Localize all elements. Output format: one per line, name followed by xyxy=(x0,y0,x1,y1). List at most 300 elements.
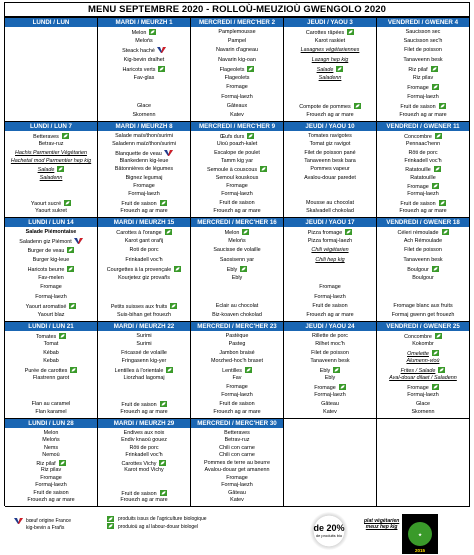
menu-item-text: Betrav-ruz xyxy=(38,141,64,148)
day-menu xyxy=(377,27,469,121)
menu-item-text: Karot gant orañj xyxy=(124,238,164,245)
menu-item xyxy=(98,141,190,148)
menu-item-text: Aval-douar dilaet / Saladenn xyxy=(389,375,457,382)
menu-item xyxy=(377,266,469,273)
menu-item-text: Frouezh ag ar mare xyxy=(120,207,168,214)
menu-item-text: Glace xyxy=(415,400,431,407)
day-cell xyxy=(377,322,470,419)
bio-leaf-icon xyxy=(339,384,346,390)
menu-item xyxy=(377,66,469,73)
menu-item xyxy=(98,490,190,497)
menu-item-text: Petits suisses aux fruits xyxy=(110,303,168,310)
bio-leaf-icon xyxy=(174,266,181,272)
menu-item xyxy=(284,392,376,399)
menu-item xyxy=(377,200,469,207)
menu-item xyxy=(377,284,469,291)
day-menu xyxy=(377,131,469,217)
menu-item xyxy=(5,275,97,282)
day-cell xyxy=(5,419,98,507)
menu-item-text: Fromage xyxy=(314,384,336,391)
menu-item xyxy=(191,38,283,45)
menu-item-text: Tomat xyxy=(43,341,59,348)
day-menu xyxy=(5,131,97,217)
menu-item-text: Fruit de saison xyxy=(219,400,255,407)
menu-item-text: Lentilles xyxy=(222,367,242,374)
menu-item xyxy=(5,437,97,444)
menu-item xyxy=(191,200,283,207)
bio-leaf-icon xyxy=(67,247,74,253)
day-header: MARDI / MEURZH 22 xyxy=(98,322,190,331)
menu-item-text: Tanaveenn besk xyxy=(403,256,443,263)
menu-item-text: Ebly xyxy=(226,266,238,273)
menu-item xyxy=(5,375,97,382)
menu-item-text: Melon xyxy=(43,430,59,436)
menu-item xyxy=(284,175,376,182)
menu-item-text: Burger kig-leue xyxy=(32,256,70,263)
menu-item xyxy=(5,401,97,408)
menu-item xyxy=(5,166,97,173)
menu-item-text: Flan karamel xyxy=(35,408,67,415)
menu-item-text: Ratatouille xyxy=(410,174,436,181)
menu-item xyxy=(377,312,469,319)
menu-item-text: Frinkadell voc'h xyxy=(125,452,163,459)
menu-item xyxy=(98,84,190,91)
menu-item xyxy=(377,75,469,82)
menu-item-text: Concombre xyxy=(404,334,432,340)
menu-item-text: Fruit de saison xyxy=(33,489,69,496)
menu-item xyxy=(98,367,190,374)
menu-item xyxy=(191,333,283,340)
menu-item xyxy=(191,497,283,504)
menu-item-text: Salade xyxy=(316,66,334,73)
menu-item-text: Omelette xyxy=(407,350,429,357)
menu-item xyxy=(5,409,97,416)
day-header: LUNDI / LUN 21 xyxy=(5,322,97,331)
menu-item-text: Gâteau xyxy=(321,400,339,407)
menu-item xyxy=(98,333,190,340)
menu-item xyxy=(98,229,190,236)
day-menu xyxy=(98,227,190,321)
menu-item xyxy=(284,166,376,173)
menu-item-text: Tanaveenn besk bara xyxy=(304,157,356,164)
menu-item-text: Carottes Vichy xyxy=(121,460,157,467)
bio-leaf-icon xyxy=(57,166,64,172)
menu-item-text: Œufs durs xyxy=(219,134,245,140)
menu-item-text: Semoul kouskous xyxy=(215,174,259,181)
menu-item-text: Formaj-laezh xyxy=(221,191,253,198)
bio-leaf-icon xyxy=(345,229,352,235)
menu-item-text: Pampel xyxy=(227,38,247,45)
day-header: LUNDI / LUN 7 xyxy=(5,122,97,131)
menu-item-text: Fromage blanc aux fruits xyxy=(393,302,453,309)
bio-leaf-icon xyxy=(431,66,438,72)
menu-item-text: Gâteau xyxy=(228,489,246,496)
menu-item-text: Flan au caramel xyxy=(31,400,71,407)
menu-item xyxy=(377,208,469,215)
menu-item xyxy=(98,94,190,101)
menu-title: MENU SEPTEMBRE 2020 - ROLLOÙ-MEUZIOÙ GWENGOLO 2020 xyxy=(4,2,470,17)
menu-item xyxy=(5,183,97,190)
menu-item xyxy=(5,367,97,374)
menu-item xyxy=(191,257,283,264)
menu-item xyxy=(98,175,190,182)
menu-item-text: Saladenn giz Piémont xyxy=(19,239,72,246)
day-cell xyxy=(98,122,191,218)
menu-item xyxy=(377,133,469,140)
day-cell xyxy=(98,419,191,507)
menu-item xyxy=(191,150,283,157)
menu-item xyxy=(5,467,97,474)
menu-item-text: Fruit de saison xyxy=(121,401,157,408)
bio-leaf-icon xyxy=(160,401,167,407)
day-menu xyxy=(5,331,97,418)
menu-item-text: Rilhet moc'h xyxy=(315,341,345,348)
menu-item-text: Fromage xyxy=(226,84,248,91)
menu-item-text: Tomates ravigotes xyxy=(308,133,352,139)
menu-item xyxy=(284,229,376,236)
day-menu xyxy=(377,227,469,321)
seal-label: de produits bio xyxy=(315,533,343,538)
menu-item xyxy=(5,229,97,236)
menu-item xyxy=(284,247,376,254)
menu-item xyxy=(191,166,283,173)
day-header: JEUDI / YAOU 10 xyxy=(284,122,376,131)
menu-item-text: Courgettes à la provençale xyxy=(106,266,172,273)
day-cell xyxy=(284,218,377,322)
menu-item-text: Endives aux noix xyxy=(123,430,165,436)
bio-leaf-icon xyxy=(69,303,76,309)
menu-item-text: Eclair au chocolat xyxy=(215,302,259,309)
menu-item xyxy=(5,497,97,504)
day-cell xyxy=(284,122,377,218)
menu-item xyxy=(5,475,97,482)
menu-item-text: Ebly xyxy=(231,275,243,282)
menu-item-text: Katev xyxy=(230,111,244,118)
menu-item xyxy=(191,57,283,64)
menu-item xyxy=(284,208,376,215)
bio-leaf-icon xyxy=(432,183,439,189)
menu-item xyxy=(191,75,283,82)
menu-item-text: Fav-glas xyxy=(133,75,155,82)
menu-item-text: Saladenn xyxy=(39,174,63,181)
bio-leaf-icon xyxy=(439,200,446,206)
menu-item xyxy=(98,75,190,82)
menu-item-text: Flageolets xyxy=(224,75,250,82)
menu-item-text: Fav-melen xyxy=(38,275,64,282)
menu-item xyxy=(191,141,283,148)
bio-leaf-icon xyxy=(160,490,167,496)
menu-item-text: Céleri rémoulade xyxy=(397,230,439,236)
legend-vegetarian xyxy=(364,518,399,530)
day-menu xyxy=(5,227,97,321)
menu-item xyxy=(284,57,376,64)
day-menu xyxy=(284,419,376,506)
menu-item xyxy=(191,375,283,382)
menu-item xyxy=(284,401,376,408)
bio-leaf-icon xyxy=(435,333,442,339)
menu-item-text: Yaourt blaz xyxy=(37,311,65,318)
bio-leaf-icon xyxy=(159,460,166,466)
vf-label-icon xyxy=(164,150,173,156)
menu-item xyxy=(5,247,97,254)
menu-item-text: Fromage xyxy=(133,182,155,189)
day-cell xyxy=(377,122,470,218)
menu-item-text: Frouezh ag ar mare xyxy=(306,311,354,318)
menu-item-text: Hachetaï mod Parmentier hep kig xyxy=(10,157,92,164)
menu-item-text: Navarin d'agneau xyxy=(215,47,259,54)
menu-item xyxy=(377,401,469,408)
menu-item-text: Salade maïs/thon/surimi xyxy=(115,133,173,139)
day-cell xyxy=(191,122,284,218)
menu-item-text: Fruit de saison xyxy=(219,199,255,206)
menu-item-text: Morzhed-hoc'h braset xyxy=(211,358,263,365)
menu-item xyxy=(191,303,283,310)
menu-item-text: Formaj-laezh xyxy=(407,191,439,198)
menu-item xyxy=(191,183,283,190)
menu-item-text: Betrav-ruz xyxy=(224,437,250,444)
menu-item-text: Kourjetez giz provañs xyxy=(118,275,170,282)
day-header: MERCREDI / MERC'HER 9 xyxy=(191,122,283,131)
menu-item xyxy=(98,312,190,319)
menu-item xyxy=(191,275,283,282)
menu-item xyxy=(377,191,469,198)
vf-label-icon xyxy=(14,518,23,524)
legend-vf-line2: kig-bevin a Frañs xyxy=(26,524,65,531)
menu-item xyxy=(191,341,283,348)
vf-label-icon xyxy=(74,238,83,244)
menu-item xyxy=(98,57,190,64)
menu-item xyxy=(284,375,376,382)
menu-item-text: Flageolets xyxy=(219,66,245,73)
day-cell xyxy=(98,322,191,419)
menu-item xyxy=(98,133,190,140)
menu-item-text: Pizza fromage xyxy=(307,230,343,236)
menu-item-text: Fav xyxy=(232,375,242,382)
menu-item-text: Yaourt aromatisé xyxy=(25,303,67,310)
menu-item-text: Pommes vapeur xyxy=(310,166,350,173)
menu-item xyxy=(98,247,190,254)
stamp-year: 2015 xyxy=(414,548,425,553)
menu-item xyxy=(284,333,376,340)
menu-item xyxy=(191,103,283,110)
menu-item xyxy=(191,294,283,301)
menu-item xyxy=(98,445,190,452)
legend-veg-line1: plat végétarien xyxy=(364,518,400,524)
day-cell xyxy=(191,322,284,419)
bio-leaf-icon xyxy=(149,29,156,35)
day-header: MARDI / MEURZH 1 xyxy=(98,18,190,27)
menu-item xyxy=(191,312,283,319)
legend-bio-line2: produioù ag al labour-douar biologel xyxy=(118,523,199,530)
menu-item xyxy=(5,238,97,245)
menu-item xyxy=(284,275,376,282)
menu-item-text: Betteraves xyxy=(33,134,59,140)
menu-item xyxy=(98,29,190,36)
menu-item-text: Gâteaux xyxy=(226,102,248,109)
menu-item xyxy=(191,158,283,165)
menu-item xyxy=(5,384,97,391)
menu-item xyxy=(5,460,97,467)
menu-item xyxy=(98,150,190,157)
menu-item-text: Skalvadell chokolad xyxy=(306,207,354,214)
menu-item xyxy=(98,467,190,474)
menu-item-text: Pastèque xyxy=(225,333,249,339)
menu-item xyxy=(191,112,283,119)
day-header: MERCREDI / MERC'HER 16 xyxy=(191,218,283,227)
menu-item-text: Frouezh ag ar mare xyxy=(120,496,168,503)
menu-item-text: Fruit de saison xyxy=(121,200,157,207)
menu-item xyxy=(5,150,97,157)
menu-item-text: Suis-bihan get frouezh xyxy=(117,311,171,318)
day-header: MERCREDI / MERC'HER 30 xyxy=(191,419,283,428)
menu-item xyxy=(5,341,97,348)
menu-item-text: Chili con carne xyxy=(219,452,255,459)
menu-item-text: Concombre xyxy=(404,134,432,140)
menu-item-text: Avalou-douar get amanenn xyxy=(204,467,270,474)
menu-item-text: Rillette de porc xyxy=(312,333,348,339)
menu-item xyxy=(284,133,376,140)
menu-item xyxy=(5,333,97,340)
menu-item-text: Hachis Parmentier Végétarien xyxy=(15,149,87,156)
menu-item-text: Formaj-laezh xyxy=(35,482,67,489)
menu-item xyxy=(377,303,469,310)
legend-bio xyxy=(104,516,207,530)
bio-leaf-icon xyxy=(70,367,77,373)
menu-item-text: Filet de poisson xyxy=(311,349,349,356)
menu-item-text: Frouezh ag ar mare xyxy=(27,496,75,503)
menu-item xyxy=(284,358,376,365)
menu-item-text: Pennaac'henn xyxy=(405,141,441,148)
bio-leaf-icon xyxy=(160,200,167,206)
menu-item xyxy=(191,284,283,291)
menu-item xyxy=(5,303,97,310)
menu-item-text: Flastrenn garot xyxy=(32,375,70,382)
menu-item xyxy=(5,482,97,489)
menu-item xyxy=(284,312,376,319)
menu-item xyxy=(284,38,376,45)
menu-item xyxy=(284,150,376,157)
menu-item-text: Boulgour xyxy=(412,275,434,282)
seal-percentage: de 20% xyxy=(313,523,345,533)
menu-item-text: Semoule à couscous xyxy=(206,167,258,174)
menu-item xyxy=(377,150,469,157)
bio-leaf-icon xyxy=(170,303,177,309)
day-cell xyxy=(98,218,191,322)
menu-item-text: Mousse au chocolat xyxy=(306,199,354,206)
menu-item xyxy=(5,350,97,357)
day-menu xyxy=(284,131,376,217)
day-cell xyxy=(5,218,98,322)
day-header: MERCREDI / MERC'HER 2 xyxy=(191,18,283,27)
menu-item xyxy=(191,350,283,357)
menu-item-text: Formaj gwenn get frouezh xyxy=(391,311,455,318)
menu-item xyxy=(191,437,283,444)
bio-leaf-icon xyxy=(107,516,114,522)
menu-item xyxy=(98,294,190,301)
menu-item xyxy=(284,94,376,101)
menu-item-text: Formaj-laezh xyxy=(221,392,253,399)
menu-item xyxy=(284,350,376,357)
menu-item xyxy=(98,275,190,282)
menu-item-text: Steack haché xyxy=(122,48,155,55)
menu-item xyxy=(191,467,283,474)
menu-item xyxy=(98,437,190,444)
menu-item-text: Skornenn xyxy=(411,408,435,415)
menu-item xyxy=(98,238,190,245)
menu-item xyxy=(191,475,283,482)
day-cell xyxy=(377,18,470,122)
bio-leaf-icon xyxy=(59,460,66,466)
menu-item xyxy=(284,112,376,119)
menu-item xyxy=(98,358,190,365)
menu-item xyxy=(98,103,190,110)
menu-item-text: Fruit de saison xyxy=(312,302,348,309)
bio-leaf-icon xyxy=(158,66,165,72)
menu-item-text: Formaj-laezh xyxy=(35,293,67,300)
menu-item-text: Frouezh ag ar mare xyxy=(399,207,447,214)
menu-item-text: Bignez legumaj xyxy=(125,174,163,181)
menu-item xyxy=(377,409,469,416)
menu-item-text: Roti de porc xyxy=(129,247,159,254)
legend-vf-line1: bœuf origine France xyxy=(26,518,72,524)
day-menu xyxy=(377,419,469,506)
day-menu xyxy=(284,227,376,321)
day-cell xyxy=(191,218,284,322)
menu-item-text: Saucisson sec'h xyxy=(403,38,443,45)
menu-item-text: Frouezh ag ar mare xyxy=(306,111,354,118)
menu-item xyxy=(191,208,283,215)
menu-item xyxy=(5,490,97,497)
bio-leaf-icon xyxy=(62,133,69,139)
day-cell xyxy=(191,419,284,507)
bio-leaf-icon xyxy=(247,66,254,72)
menu-item-text: Fruit de saison xyxy=(121,490,157,497)
day-menu xyxy=(191,131,283,217)
menu-item xyxy=(5,158,97,165)
menu-item xyxy=(377,238,469,245)
menu-item xyxy=(377,38,469,45)
menu-item xyxy=(5,445,97,452)
bio-leaf-icon xyxy=(435,133,442,139)
menu-item-text: Formaj-laezh xyxy=(221,482,253,489)
menu-item xyxy=(377,375,469,382)
menu-item-text: Frouezh ag ar mare xyxy=(213,207,261,214)
day-header: LUNDI / LUN 28 xyxy=(5,419,97,428)
menu-item xyxy=(191,460,283,467)
menu-item xyxy=(98,158,190,165)
menu-item-text: Burger de veau xyxy=(27,248,65,255)
menu-item xyxy=(377,229,469,236)
menu-item-text: Tanaveenn besk xyxy=(403,56,443,63)
day-menu xyxy=(284,27,376,121)
menu-item xyxy=(98,384,190,391)
menu-item-text: Kebab xyxy=(43,358,59,365)
menu-item-text: Endiv knaoù gouez xyxy=(121,437,167,444)
menu-item-text: Bâtonnières de légumes xyxy=(114,166,174,173)
bio-leaf-icon xyxy=(59,333,66,339)
menu-item xyxy=(191,247,283,254)
menu-item-text: Surimi xyxy=(136,341,152,348)
menu-item xyxy=(284,294,376,301)
menu-item-text: Melon xyxy=(224,230,240,236)
menu-item-text: Carottes râpées xyxy=(305,30,345,36)
eco-label-logo: ★ xyxy=(408,522,432,546)
bio-leaf-icon xyxy=(432,84,439,90)
menu-item-text: Formaj-laezh xyxy=(314,293,346,300)
bio-percentage-seal xyxy=(309,512,349,550)
bio-leaf-icon xyxy=(354,103,361,109)
day-cell xyxy=(98,18,191,122)
